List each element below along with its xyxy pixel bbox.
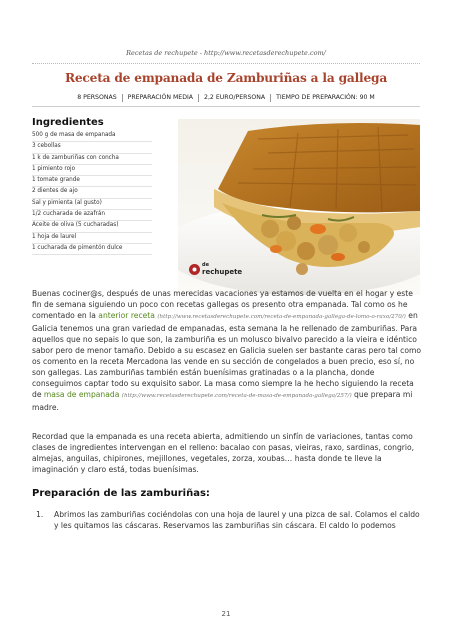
ingredient-item: 2 dientes de ajo: [32, 187, 152, 198]
page-number: 21: [221, 610, 231, 618]
ingredient-item: 3 cebollas: [32, 142, 152, 153]
recipe-meta: [0, 94, 452, 102]
ingredient-item: 1 cucharada de pimentón dulce: [32, 244, 152, 255]
variations-paragraph: Recordad que la empanada es una receta abierta, admitiendo un sinfín de variaciones, tantas como clases de ingredientes intervengan en el relleno: bacalao con pasas, vieiras, raxo, sardinas, congrio, almejas, anguilas, chipirones, mejillones, vegetales, zorza, xoubas… hasta donde te lleve la imaginación y claro está, todas buenísimas.: [32, 432, 415, 474]
preparation-step: [32, 509, 424, 531]
meta-divider: [32, 106, 420, 107]
ingredient-item: Aceite de oliva (5 cucharadas): [32, 221, 152, 232]
anterior-receta-link[interactable]: anterior receta: [98, 311, 155, 320]
watermark-prefix: de: [202, 262, 209, 268]
link-url: (http://www.recetasderechupete.com/receta-de-masa-de-empanada-gallega/257/): [121, 393, 352, 399]
masa-empanada-link[interactable]: masa de empanada: [43, 390, 120, 399]
ingredient-item: 1 hoja de laurel: [32, 233, 152, 244]
meta-servings: 8 PERSONAS: [72, 94, 122, 102]
intro-text: que prepara mi madre.: [32, 390, 413, 412]
preparation-heading: Preparación de las zamburiñas:: [32, 488, 210, 499]
meta-difficulty: PREPARACIÓN MEDIA: [123, 94, 199, 102]
ingredient-item: 1/2 cucharada de azafrán: [32, 210, 152, 221]
photo-watermark: [189, 262, 242, 276]
step-text: Abrimos las zamburiñas cociéndolas con una hoja de laurel y una pizca de sal. Colamos el caldo y les quitamos las cáscaras. Reservamos las zamburiñas sin cáscara. El caldo lo podemos: [54, 510, 420, 530]
header-divider: [32, 63, 420, 64]
link-url: (http://www.recetasderechupete.com/receta-de-empanada-gallega-de-lomo-o-raxo/270/): [157, 314, 406, 320]
ingredients-heading: Ingredientes: [32, 117, 104, 128]
ingredient-item: 500 g de masa de empanada: [32, 131, 152, 142]
rechupete-logo-icon: [189, 264, 200, 275]
ingredient-item: 1 k de zamburiñas con concha: [32, 154, 152, 165]
ingredient-item: 1 tomate grande: [32, 176, 152, 187]
intro-text: Buenas cociner@s, después de unas merecidas vacaciones ya estamos de vuelta en el hogar y este fin de semana siguiendo un poco con recetas gallegas os presento otra empanada. Tal como os he comentado en la: [32, 289, 413, 320]
meta-time: TIEMPO DE PREPARACIÓN: 90 M: [276, 94, 375, 101]
watermark-text: [202, 262, 242, 276]
recipe-title: Receta de empanada de Zamburiñas a la gallega: [64, 71, 388, 85]
ingredient-item: Sal y pimienta (al gusto): [32, 199, 152, 210]
running-header: Recetas de rechupete - http://www.recetasderechupete.com/: [126, 49, 326, 57]
intro-paragraph: [32, 288, 424, 413]
watermark-brand: rechupete: [202, 268, 243, 276]
ingredients-list: [32, 131, 152, 255]
meta-cost: 2,2 EURO/PERSONA: [199, 94, 271, 102]
intro-text: en Galicia tenemos una gran variedad de empanadas, esta semana la he rellenado de zamburiñas. Para aquellos que no sepais lo que son, la zamburiña es un molusco bivalvo parecido a la vieira e idéntico sabor pero de menor tamaño. Debido a su escasez en Galicia suelen ser bastante caras pero tal como os comento en la receta Mercadona las vende en su sección de congelados a buen precio, eso sí, no son gallegas. Las zamburiñas también están buenísimas gratinadas o a la plancha, donde conseguimos captar todo su exquisito sabor. La masa como siempre la he hecho siguiendo la receta de: [32, 311, 422, 399]
ingredient-item: 1 pimiento rojo: [32, 165, 152, 176]
step-number: 1.: [36, 510, 44, 519]
